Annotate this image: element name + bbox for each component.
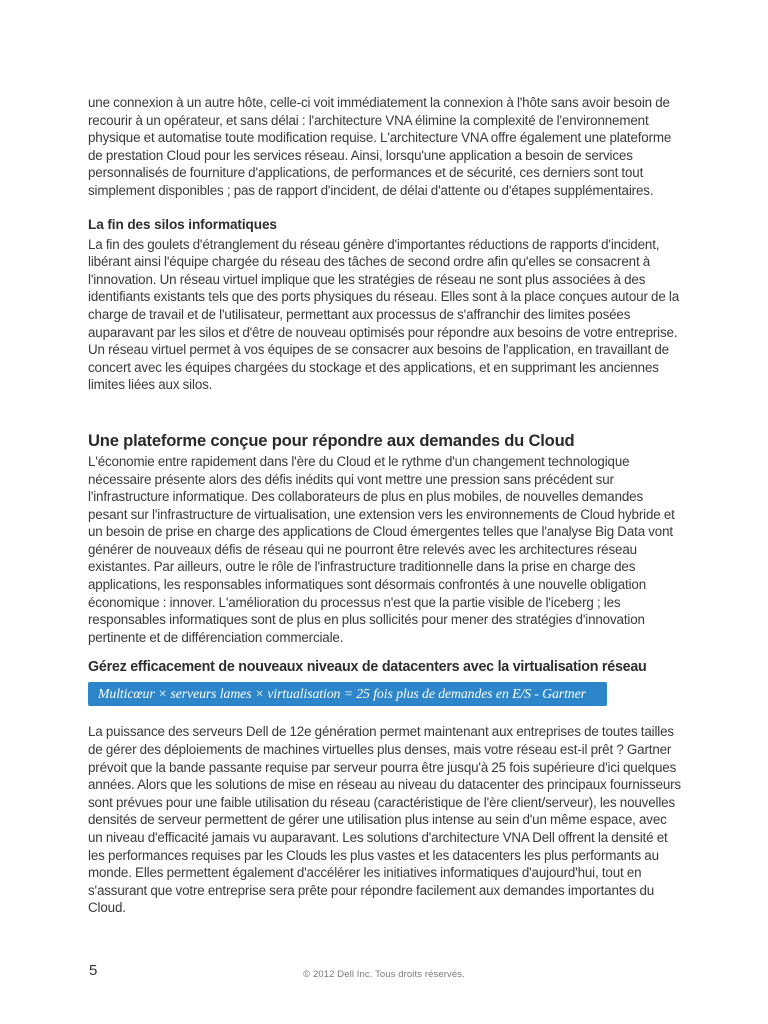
footer-copyright: © 2012 Dell Inc. Tous droits réservés. — [303, 969, 465, 980]
silos-paragraph: La fin des goulets d'étranglement du réseau génère d'importantes réductions de rapports d'incident, libérant ainsi l'équipe chargée du réseau des tâches de second ordre afin qu'elles se consacrent à l'innovation. Un réseau virtuel implique que les stratégies de réseau ne sont plus associées à des identifiants existants tels que des ports physiques du réseau. Elles sont à la place conçues autour de la charge de travail et de l'utilisateur, permettant aux processus de s'affranchir des limites posées auparavant par les silos et d'être de nouveau optimisés pour répondre aux besoins de votre entreprise. Un réseau virtuel permet à vos équipes de se consacrer aux besoins de l'application, en travaillant de concert avec les équipes chargées du stockage et des applications, et en supprimant les anciennes limites liées aux silos. — [88, 236, 680, 393]
datacenter-heading: Gérez efficacement de nouveaux niveaux de datacenters avec la virtualisation réseau — [88, 659, 647, 676]
page-number: 5 — [89, 962, 98, 979]
intro-paragraph: une connexion à un autre hôte, celle-ci voit immédiatement la connexion à l'hôte sans avoir besoin de recourir à un opérateur, et sans délai : l'architecture VNA élimine la complexité de l'environnement physique et automatise toute modification requise. L'architecture VNA offre également une plateforme de prestation Cloud pour les services réseau. Ainsi, lorsqu'une application a besoin de services personnalisés de fourniture d'applications, de performances et de sécurité, ces derniers sont tout simplement disponibles ; pas de rapport d'incident, de délai d'attente ou d'étapes supplémentaires. — [88, 95, 672, 198]
dell-paragraph: La puissance des serveurs Dell de 12e génération permet maintenant aux entreprises de toutes tailles de gérer des déploiements de machines virtuelles plus denses, mais votre réseau est-il prêt ? Gartner prévoit que la bande passante requise par serveur pourra être jusqu'à 25 fois supérieure d'ici quelques années. Alors que les solutions de mise en réseau au niveau du datacenter des principaux fournisseurs sont prévues pour une faible utilisation du réseau (caractéristique de l'ère client/serveur), les nouvelles densités de serveur permettent de gérer une utilisation plus intense au sein d'un même espace, avec un niveau d'efficacité jamais vu auparavant. Les solutions d'architecture VNA Dell offrent la densité et les performances requises par les Clouds les plus vastes et les datacenters les plus performants au monde. Elles permettent également d'accélérer les initiatives informatiques d'aujourd'hui, tout en s'assurant que votre entreprise sera prête pour répondre facilement aux demandes importantes du Cloud. — [88, 724, 681, 916]
gartner-banner: Multicœur × serveurs lames × virtualisation = 25 fois plus de demandes en E/S - Gartner — [88, 682, 607, 706]
document-page — [88, 94, 684, 917]
cloud-heading: Une plateforme conçue pour répondre aux demandes du Cloud — [88, 430, 575, 450]
cloud-paragraph: L'économie entre rapidement dans l'ère du Cloud et le rythme d'un changement technologique nécessaire présente alors des défis inédits qui vont mettre une pression sans précédent sur l'infrastructure informatique. Des collaborateurs de plus en plus mobiles, de nouvelles demandes pesant sur l'infrastructure de virtualisation, une extension vers les environnements de Cloud hybride et un besoin de prise en charge des applications de Cloud émergentes telles que l'analyse Big Data vont générer de nouveaux défis de réseau qui ne pourront être relevés avec les architectures réseau existantes. Par ailleurs, outre le rôle de l'infrastructure traditionnelle dans la prise en charge des applications, les responsables informatiques sont désormais confrontés à une nouvelle obligation économique : innover. L'amélioration du processus n'est que la partie visible de l'iceberg ; les responsables informatiques sont de plus en plus sollicités pour mener des stratégies d'innovation pertinente et de différenciation commerciale. — [88, 453, 675, 645]
silos-heading: La fin des silos informatiques — [88, 216, 277, 232]
